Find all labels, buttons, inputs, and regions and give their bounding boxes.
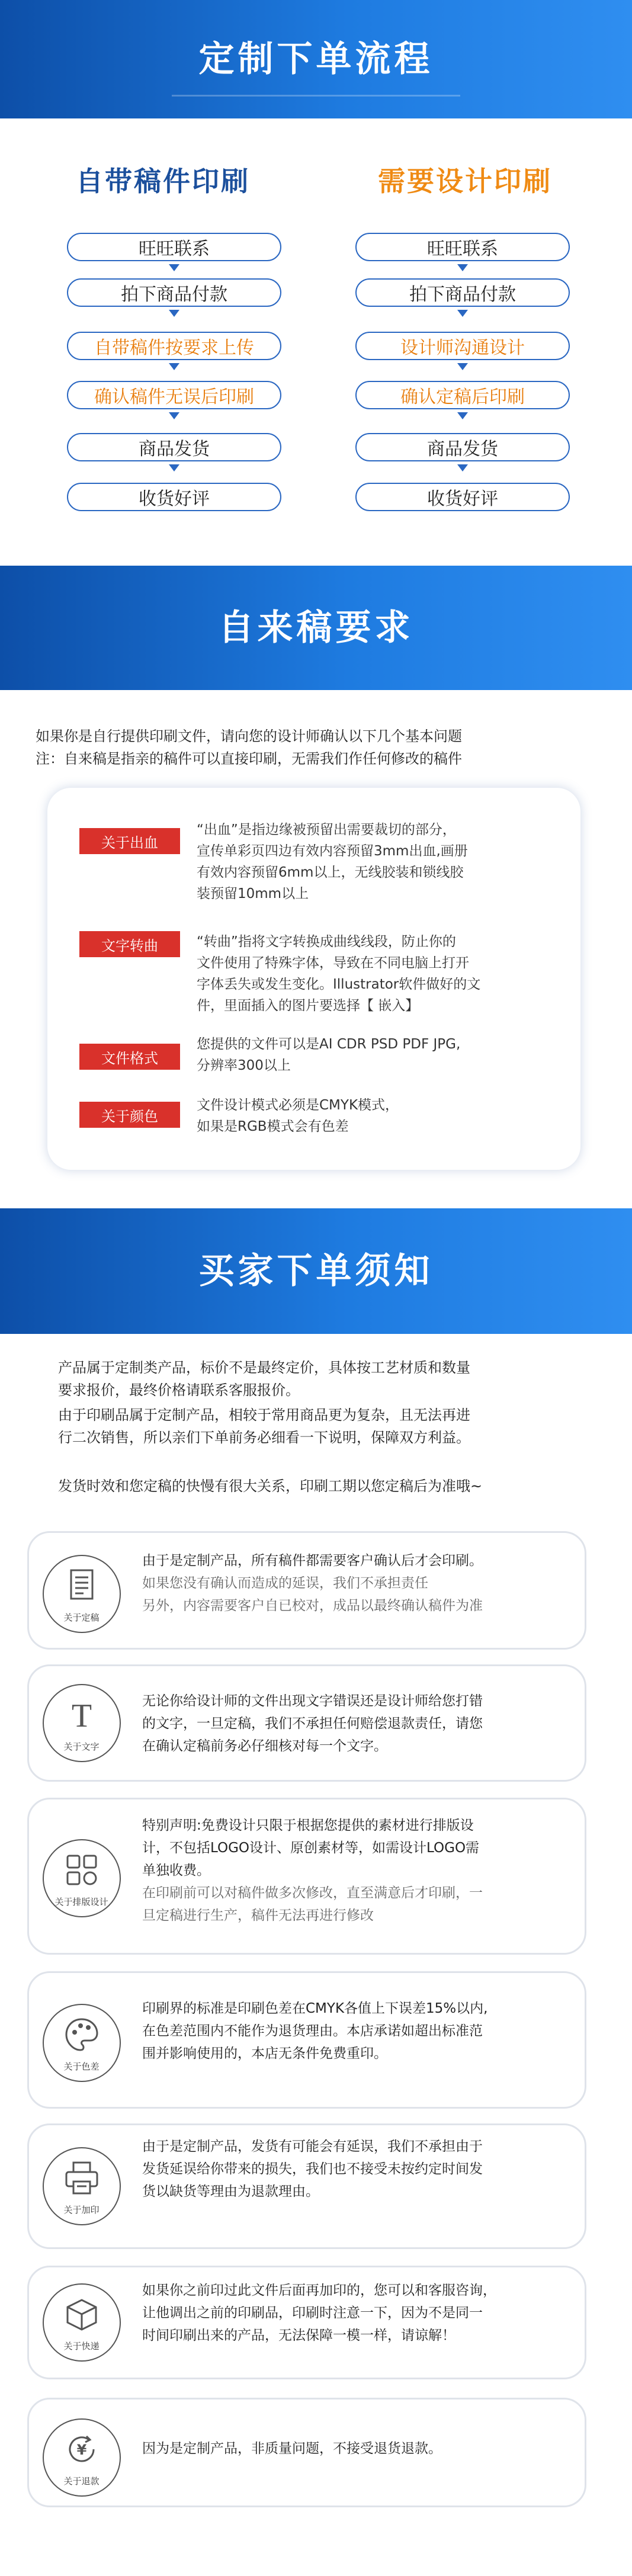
notice-line: 行二次销售，所以亲们下单前务必细看一下说明，保障双方利益。 bbox=[58, 1429, 470, 1446]
requirement-text bbox=[197, 931, 558, 1016]
notice-text bbox=[142, 1997, 569, 2065]
notice-icon-badge bbox=[43, 2004, 121, 2082]
notice-line: 发货时效和您定稿的快慢有很大关系，印刷工期以您定稿后为准哦~ bbox=[58, 1478, 483, 1494]
text-t-icon bbox=[63, 1696, 101, 1734]
requirement-line: “出血”是指边缘被预留出需要裁切的部分， bbox=[197, 822, 456, 838]
notice-text-line-secondary: 旦定稿进行生产，稿件无法再进行修改 bbox=[142, 1908, 374, 1923]
requirement-line: 有效内容预留6mm以上，无线胶装和锁线胶 bbox=[197, 865, 464, 880]
layout-grid-icon bbox=[63, 1851, 101, 1889]
requirement-tag: 关于出血 bbox=[79, 828, 180, 854]
notice-paragraph bbox=[58, 1475, 591, 1497]
notice-text bbox=[142, 1814, 569, 1927]
notice-text bbox=[142, 2279, 569, 2347]
flow-step-4: 确认稿件无误后印刷 bbox=[67, 381, 281, 409]
requirement-tag: 关于颜色 bbox=[79, 1102, 180, 1128]
notice-text-line: 由于是定制产品，发货有可能会有延误，我们不承担由于 bbox=[142, 2139, 483, 2154]
notice-text bbox=[142, 1550, 569, 1617]
flow-step-2: 拍下商品付款 bbox=[355, 278, 570, 307]
package-box-icon bbox=[63, 2295, 101, 2333]
notice-text-line: 计，不包括LOGO设计、原创素材等，如需设计LOGO需 bbox=[142, 1840, 480, 1856]
notice-text-line: 发货延误给你带来的损失，我们也不接受未按约定时间发 bbox=[142, 2161, 483, 2177]
notice-text-line: 围并影响使用的，本店无条件免费重印。 bbox=[142, 2046, 387, 2061]
notice-text-line: 印刷界的标准是印刷色差在CMYK各值上下误差15%以内, bbox=[142, 2001, 488, 2016]
notice-text-line: 无论你给设计师的文件出现文字错误还是设计师给您打错 bbox=[142, 1693, 483, 1709]
notice-text-line: 由于是定制产品，所有稿件都需要客户确认后才会印刷。 bbox=[142, 1553, 483, 1568]
banner-title: 买家下单须知 bbox=[198, 1250, 434, 1292]
notice-icon-label: 关于排版设计 bbox=[54, 1897, 108, 1907]
notice-icon-badge bbox=[43, 2283, 121, 2362]
flow-step-3: 自带稿件按要求上传 bbox=[67, 332, 281, 360]
notice-text-line: 因为是定制产品，非质量问题，不接受退货退款。 bbox=[142, 2441, 442, 2456]
requirement-tag: 文字转曲 bbox=[79, 931, 180, 957]
flow-arrow-icon bbox=[457, 412, 468, 419]
requirement-text bbox=[197, 819, 558, 904]
notice-icon-label: 关于色差 bbox=[63, 2061, 100, 2072]
flow-arrow-icon bbox=[169, 363, 179, 370]
banner-order-process bbox=[0, 0, 632, 118]
notice-text-line: 时间印刷出来的产品，无法保障一模一样，请谅解！ bbox=[142, 2328, 455, 2343]
refund-yuan-icon bbox=[63, 2430, 101, 2468]
notice-text-line: 如果你之前印过此文件后面再加印的，您可以和客服咨询， bbox=[142, 2283, 496, 2298]
notice-text-line: 货以缺货等理由为退款理由。 bbox=[142, 2184, 319, 2199]
flow-arrow-icon bbox=[457, 264, 468, 271]
printer-icon bbox=[63, 2159, 101, 2197]
requirement-line: 字体丢失或发生变化。Illustrator软件做好的文 bbox=[197, 977, 481, 992]
right-column-title: 需要设计印刷 bbox=[378, 165, 552, 197]
flow-step-4: 确认定稿后印刷 bbox=[355, 381, 570, 409]
flow-arrow-icon bbox=[457, 310, 468, 317]
svg-text:¥: ¥ bbox=[76, 2442, 87, 2458]
flow-step-5: 商品发货 bbox=[67, 433, 281, 461]
flow-arrow-icon bbox=[169, 464, 179, 471]
notice-icon-badge bbox=[43, 1555, 121, 1633]
flow-step-6: 收货好评 bbox=[67, 483, 281, 511]
requirement-line: 宣传单彩页四边有效内容预留3mm出血,画册 bbox=[197, 843, 468, 859]
requirement-tag: 文件格式 bbox=[79, 1044, 180, 1070]
notice-icon-badge bbox=[43, 1839, 121, 1917]
notice-text bbox=[142, 1690, 569, 1757]
notice-icon-badge bbox=[43, 1684, 121, 1762]
notice-text-line: 让他调出之前的印刷品，印刷时注意一下，因为不是同一 bbox=[142, 2305, 483, 2321]
flow-arrow-icon bbox=[169, 264, 179, 271]
notice-icon-label: 关于退款 bbox=[63, 2476, 100, 2487]
svg-text:T: T bbox=[71, 1698, 92, 1734]
requirement-line: 您提供的文件可以是AI CDR PSD PDF JPG, bbox=[197, 1037, 461, 1052]
intro-line-2: 注：自来稿是指亲的稿件可以直接印刷，无需我们作任何修改的稿件 bbox=[36, 750, 462, 767]
notice-line: 要求报价，最终价格请联系客服报价。 bbox=[58, 1382, 300, 1398]
requirement-line: 如果是RGB模式会有色差 bbox=[197, 1119, 349, 1134]
notice-text-line: 在确认定稿前务必仔细核对每一个文字。 bbox=[142, 1738, 387, 1754]
requirement-line: 装预留10mm以上 bbox=[197, 886, 309, 902]
notice-text-line-secondary: 另外，内容需要客户自已校对，成品以最终确认稿件为准 bbox=[142, 1598, 483, 1613]
left-column-title: 自带稿件印刷 bbox=[76, 165, 250, 197]
notice-text-line-secondary: 在印刷前可以对稿件做多次修改，直至满意后才印刷，一 bbox=[142, 1885, 483, 1901]
notice-icon-label: 关于快递 bbox=[63, 2341, 100, 2352]
requirement-line: 文件设计模式必须是CMYK模式， bbox=[197, 1098, 399, 1113]
requirement-line: 件，里面插入的图片要选择【 嵌入】 bbox=[197, 998, 419, 1013]
flow-arrow-icon bbox=[457, 464, 468, 471]
requirement-text bbox=[197, 1095, 558, 1137]
notice-icon-badge bbox=[43, 2147, 121, 2225]
palette-icon bbox=[63, 2016, 101, 2054]
requirement-line: 文件使用了特殊字体，导致在不同电脑上打开 bbox=[197, 955, 469, 971]
notice-text-line: 在色差范围内不能作为退货理由。本店承诺如超出标准范 bbox=[142, 2023, 483, 2039]
banner-title: 自来稿要求 bbox=[218, 607, 414, 649]
notice-text bbox=[142, 2437, 569, 2460]
notice-icon-label: 关于文字 bbox=[63, 1741, 100, 1752]
flow-step-2: 拍下商品付款 bbox=[67, 278, 281, 307]
banner-file-requirements bbox=[0, 566, 632, 690]
notice-icon-label: 关于加印 bbox=[63, 2205, 100, 2215]
flow-step-1: 旺旺联系 bbox=[355, 233, 570, 261]
requirement-line: 分辨率300以上 bbox=[197, 1058, 291, 1073]
flow-step-6: 收货好评 bbox=[355, 483, 570, 511]
notice-text-line: 的文字，一旦定稿，我们不承担任何赔偿退款责任，请您 bbox=[142, 1716, 483, 1731]
notice-icon-label: 关于定稿 bbox=[63, 1612, 100, 1623]
notice-text-line: 特别声明:免费设计只限于根据您提供的素材进行排版设 bbox=[142, 1818, 474, 1833]
notice-text bbox=[142, 2135, 569, 2203]
requirement-line: “转曲”指将文字转换成曲线线段，防止你的 bbox=[197, 934, 456, 949]
flow-arrow-icon bbox=[169, 310, 179, 317]
flow-step-1: 旺旺联系 bbox=[67, 233, 281, 261]
notice-icon-badge bbox=[43, 2418, 121, 2497]
notice-line: 产品属于定制类产品，标价不是最终定价，具体按工艺材质和数量 bbox=[58, 1359, 470, 1376]
document-icon bbox=[63, 1567, 101, 1605]
requirement-text bbox=[197, 1034, 558, 1076]
flow-step-5: 商品发货 bbox=[355, 433, 570, 461]
notice-text-line: 单独收费。 bbox=[142, 1863, 210, 1878]
flow-arrow-icon bbox=[169, 412, 179, 419]
notice-text-line-secondary: 如果您没有确认而造成的延误，我们不承担责任 bbox=[142, 1576, 428, 1591]
flow-step-3: 设计师沟通设计 bbox=[355, 332, 570, 360]
notice-paragraph bbox=[58, 1356, 591, 1401]
notice-line: 由于印刷品属于定制产品，相较于常用商品更为复杂，且无法再进 bbox=[58, 1407, 470, 1423]
notice-paragraph bbox=[58, 1404, 591, 1449]
banner-buyer-notice bbox=[0, 1208, 632, 1334]
intro-line-1: 如果你是自行提供印刷文件，请向您的设计师确认以下几个基本问题 bbox=[36, 728, 462, 745]
banner-title: 定制下单流程 bbox=[198, 39, 434, 80]
flow-arrow-icon bbox=[457, 363, 468, 370]
